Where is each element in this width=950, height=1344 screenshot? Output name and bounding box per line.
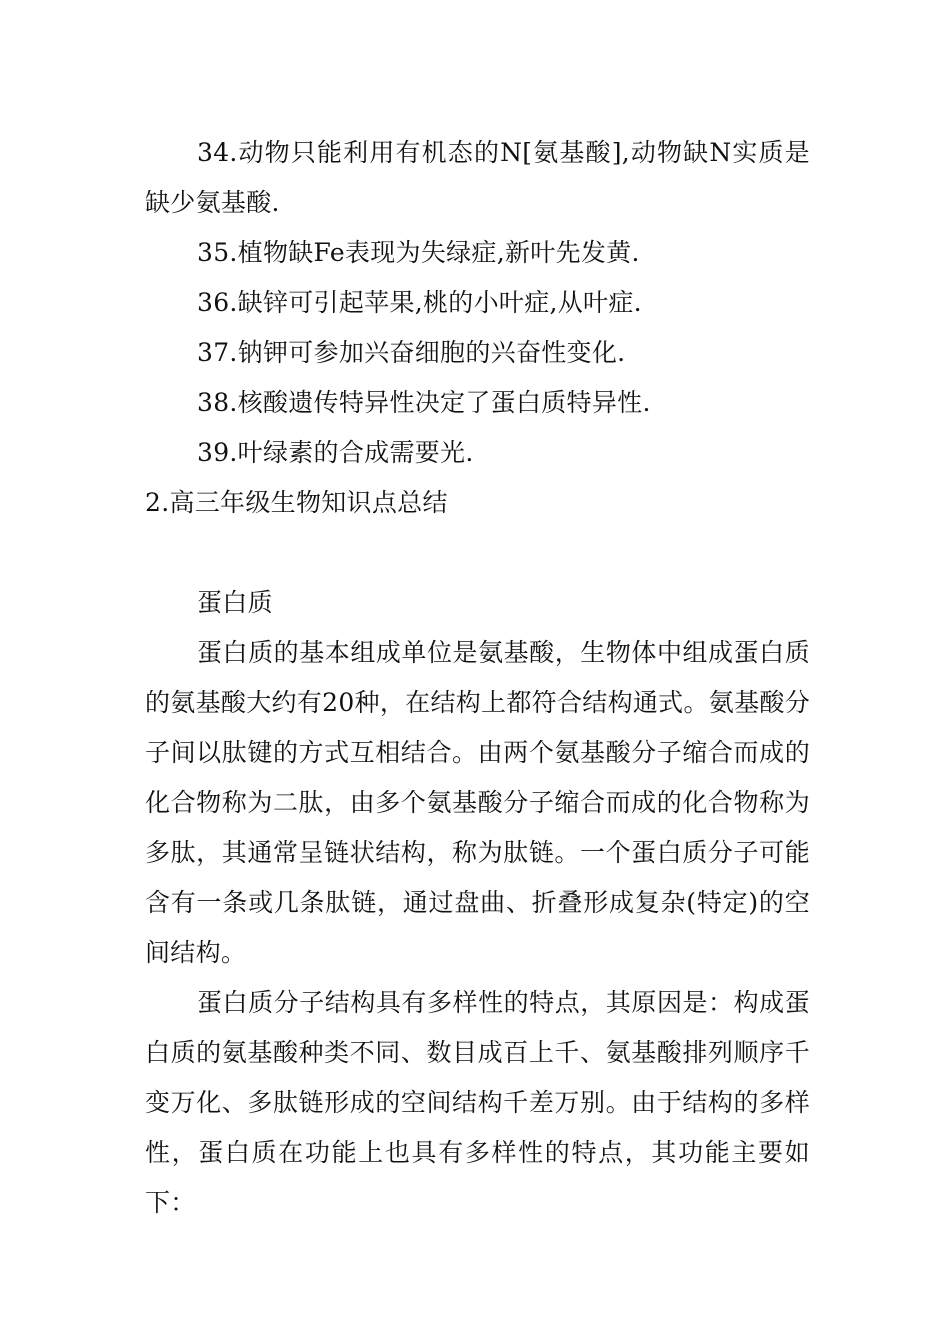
list-item-36: 36.缺锌可引起苹果,桃的小叶症,从叶症.: [197, 288, 642, 317]
list-item-37: 37.钠钾可参加兴奋细胞的兴奋性变化.: [197, 338, 626, 367]
list-item-35: 35.植物缺Fe表现为失绿症,新叶先发黄.: [197, 238, 640, 267]
document-body: [145, 128, 810, 1228]
paragraph-protein-diversity: 蛋白质分子结构具有多样性的特点，其原因是：构成蛋白质的氨基酸种类不同、数目成百上千、氨基酸排列顺序千变万化、多肽链形成的空间结构千差万别。由于结构的多样性，蛋白质在功能上也具有多样性的特点，其功能主要如下：: [145, 988, 810, 1217]
list-item-34: 34.动物只能利用有机态的N[氨基酸],动物缺N实质是缺少氨基酸.: [145, 138, 810, 217]
subheading: 蛋白质: [197, 588, 273, 617]
list-item-39: 39.叶绿素的合成需要光.: [197, 438, 474, 467]
paragraph-protein-basics: 蛋白质的基本组成单位是氨基酸，生物体中组成蛋白质的氨基酸大约有20种，在结构上都符合结构通式。氨基酸分子间以肽键的方式互相结合。由两个氨基酸分子缩合而成的化合物称为二肽，由多个氨基酸分子缩合而成的化合物称为多肽，其通常呈链状结构，称为肽链。一个蛋白质分子可能含有一条或几条肽链，通过盘曲、折叠形成复杂(特定)的空间结构。: [145, 638, 810, 967]
list-item-38: 38.核酸遗传特异性决定了蛋白质特异性.: [197, 388, 651, 417]
blank-line: [145, 528, 810, 578]
section-heading: 2.高三年级生物知识点总结: [145, 488, 448, 517]
